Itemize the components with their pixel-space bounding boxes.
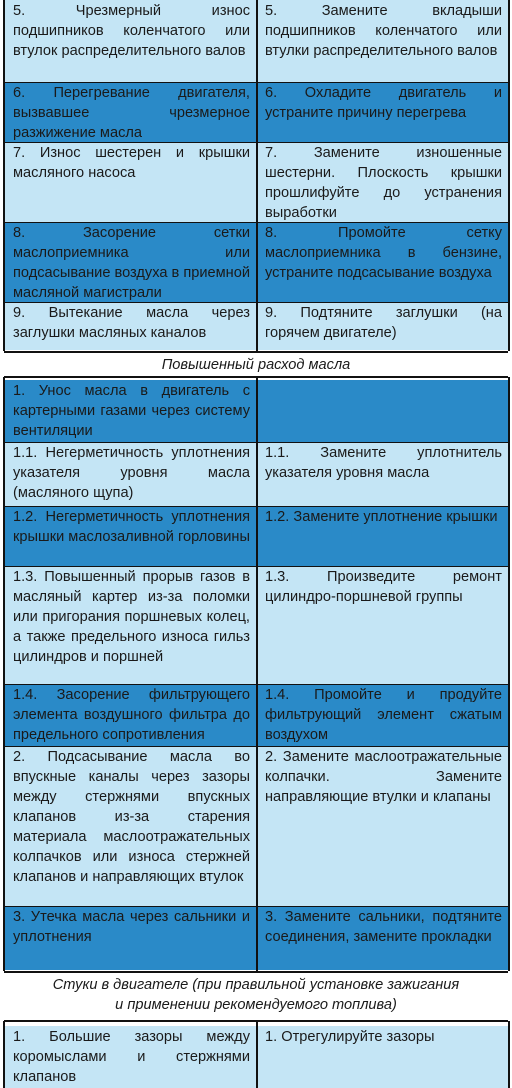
cause-cell: 1. Унос масла в двигатель с картерными газами через систему вентиляции — [4, 380, 256, 442]
remedy-cell: 1.3. Произведите ремонт цилиндро-поршневой группы — [257, 566, 508, 684]
remedy-cell: 6. Охладите двигатель и устраните причину перегрева — [257, 82, 508, 142]
remedy-cell: 7. Замените изношенные шестерни. Плоскость крышки прошлифуйте до устранения выработки — [257, 142, 508, 222]
cause-cell: 5. Чрезмерный износ подшипников коленчатого или втулок распределительного валов — [4, 0, 256, 82]
remedy-cell: 3. Замените сальники, подтяните соединения, замените прокладки — [257, 906, 508, 970]
cause-cell: 2. Подсасывание масла во впускные каналы через зазоры между стержнями впускных клапанов из-за старения материала маслоотражательных колпачков или износа стержней клапанов и направляющих втулок — [4, 746, 256, 906]
remedy-cell: 2. Замените маслоотражательные колпачки. Замените направляющие втулки и клапаны — [257, 746, 508, 906]
remedy-cell: 1.1. Замените уплотнитель указателя уровня масла — [257, 442, 508, 506]
cause-cell: 3. Утечка масла через сальники и уплотнения — [4, 906, 256, 970]
cause-cell: 6. Перегревание двигателя, вызвавшее чрезмерное разжижение масла — [4, 82, 256, 142]
cause-cell: 1.2. Негерметичность уплотнения крышки маслозаливной горловины — [4, 506, 256, 566]
cause-cell: 1.3. Повышенный прорыв газов в масляный картер из-за поломки или пригорания поршневых колец, а также предельного износа гильз цилиндров и поршней — [4, 566, 256, 684]
cause-cell: 8. Засорение сетки маслоприемника или подсасывание воздуха в приемной масляной магистрали — [4, 222, 256, 302]
cause-cell: 9. Вытекание масла через заглушки масляных каналов — [4, 302, 256, 350]
table-left-border — [3, 0, 5, 351]
table-right-border — [508, 377, 510, 971]
remedy-cell — [257, 380, 508, 442]
remedy-cell: 1. Отрегулируйте зазоры — [257, 1026, 508, 1088]
cause-cell: 7. Износ шестерен и крышки масляного насоса — [4, 142, 256, 222]
column-divider — [256, 0, 258, 351]
remedy-cell: 1.2. Замените уплотнение крышки — [257, 506, 508, 566]
cause-cell: 1. Большие зазоры между коромыслами и стержнями клапанов — [4, 1026, 256, 1088]
column-divider — [256, 377, 258, 971]
remedy-cell: 8. Промойте сетку маслоприемника в бензине, устраните подсасывание воздуха — [257, 222, 508, 302]
table-right-border — [508, 1021, 510, 1088]
cause-cell: 1.4. Засорение фильтрующего элемента воздушного фильтра до предельного сопротивления — [4, 684, 256, 746]
section-heading-engine-knock — [4, 973, 508, 1020]
section-heading-line2: и применении рекомендуемого топлива) — [115, 997, 397, 1013]
remedy-cell: 9. Подтяните заглушки (на горячем двигателе) — [257, 302, 508, 350]
table-left-border — [3, 1021, 5, 1088]
column-divider — [256, 1021, 258, 1088]
section-heading-line1: Стуки в двигателе (при правильной установке зажигания — [52, 977, 460, 993]
cause-cell: 1.1. Негерметичность уплотнения указателя уровня масла (масляного щупа) — [4, 442, 256, 506]
section-heading-oil-consumption: Повышенный расход масла — [4, 353, 508, 376]
remedy-cell: 5. Замените вкладыши подшипников коленчатого или втулки распределительного валов — [257, 0, 508, 82]
table-right-border — [508, 0, 510, 351]
remedy-cell: 1.4. Промойте и продуйте фильтрующий элемент сжатым воздухом — [257, 684, 508, 746]
table-left-border — [3, 377, 5, 971]
